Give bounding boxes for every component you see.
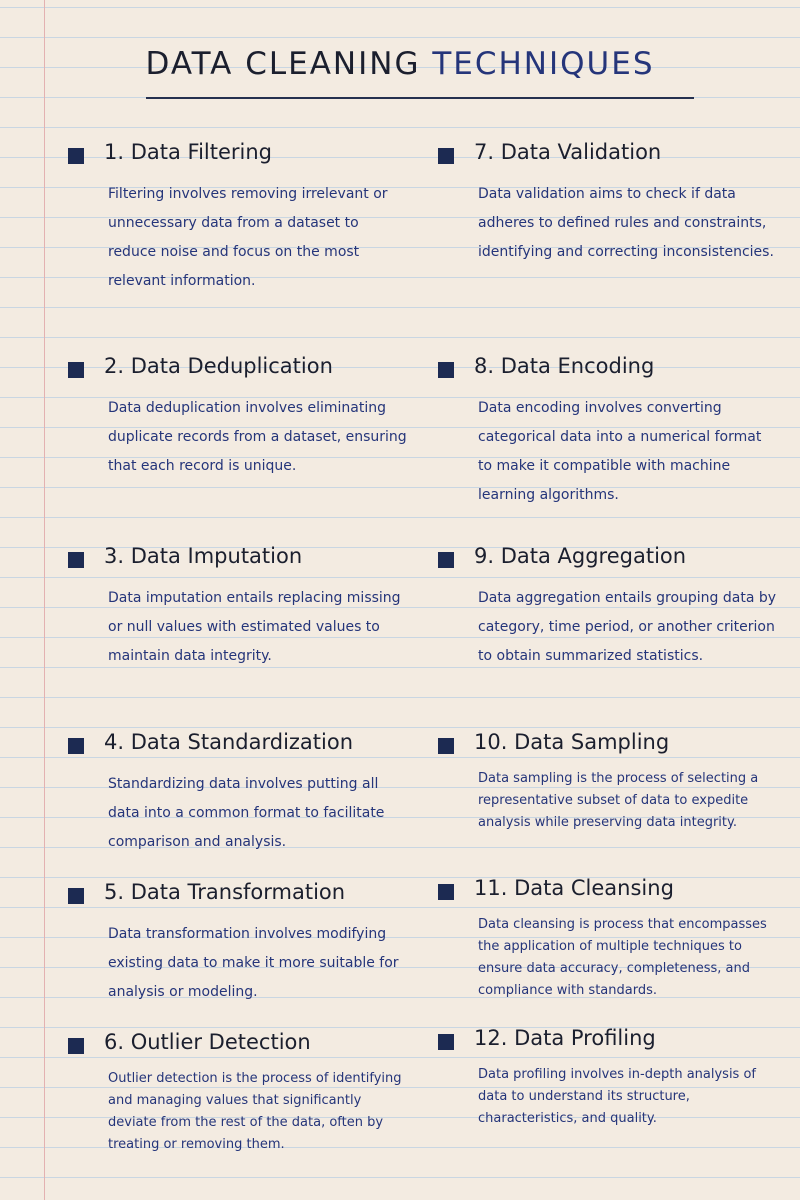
square-bullet-icon [68, 552, 84, 568]
square-bullet-icon [68, 1038, 84, 1054]
technique-description: Data aggregation entails grouping data by category, time period, or another criterion to obtain summarized statistics. [478, 590, 777, 664]
technique-heading: 11. Data Cleansing [474, 876, 674, 900]
page-title [0, 46, 800, 82]
technique-heading: 7. Data Validation [474, 140, 662, 164]
technique-heading: 4. Data Standardization [104, 730, 354, 754]
square-bullet-icon [438, 1034, 454, 1050]
square-bullet-icon [438, 884, 454, 900]
square-bullet-icon [68, 148, 84, 164]
technique-description: Data transformation involves modifying existing data to make it more suitable for analysis or modeling. [108, 926, 399, 1000]
title-underline [146, 97, 694, 99]
square-bullet-icon [438, 362, 454, 378]
technique-heading: 9. Data Aggregation [474, 544, 687, 568]
technique-description: Outlier detection is the process of identifying and managing values that significantly deviate from the rest of the data, often by treating or removing them. [108, 1071, 402, 1152]
square-bullet-icon [68, 888, 84, 904]
margin-line [44, 0, 45, 1200]
technique-description: Data sampling is the process of selecting a representative subset of data to expedite analysis while preserving data integrity. [478, 771, 759, 830]
square-bullet-icon [438, 738, 454, 754]
technique-heading: 3. Data Imputation [104, 544, 303, 568]
technique-description: Data cleansing is process that encompasses the application of multiple techniques to ensure data accuracy, completeness, and compliance with standards. [478, 917, 767, 998]
square-bullet-icon [68, 738, 84, 754]
square-bullet-icon [438, 148, 454, 164]
technique-description: Data encoding involves converting categorical data into a numerical format to make it compatible with machine learning algorithms. [478, 400, 762, 503]
technique-description: Data profiling involves in-depth analysis of data to understand its structure, characteristics, and quality. [478, 1067, 756, 1126]
technique-heading: 5. Data Transformation [104, 880, 346, 904]
technique-description: Data imputation entails replacing missing or null values with estimated values to maintain data integrity. [108, 590, 401, 664]
technique-heading: 2. Data Deduplication [104, 354, 333, 378]
technique-description: Data deduplication involves eliminating duplicate records from a dataset, ensuring that each record is unique. [108, 400, 407, 474]
title-accent: TECHNIQUES [432, 46, 655, 82]
title-main: DATA CLEANING [145, 46, 421, 82]
technique-description: Filtering involves removing irrelevant or unnecessary data from a dataset to reduce noise and focus on the most relevant information. [108, 186, 388, 289]
technique-description: Data validation aims to check if data adheres to defined rules and constraints, identifying and correcting inconsistencies. [478, 186, 774, 260]
technique-heading: 1. Data Filtering [104, 140, 273, 164]
technique-heading: 8. Data Encoding [474, 354, 655, 378]
square-bullet-icon [438, 552, 454, 568]
square-bullet-icon [68, 362, 84, 378]
technique-heading: 12. Data Profiling [474, 1026, 656, 1050]
technique-description: Standardizing data involves putting all data into a common format to facilitate comparison and analysis. [108, 776, 385, 850]
technique-heading: 6. Outlier Detection [104, 1030, 311, 1054]
technique-heading: 10. Data Sampling [474, 730, 670, 754]
